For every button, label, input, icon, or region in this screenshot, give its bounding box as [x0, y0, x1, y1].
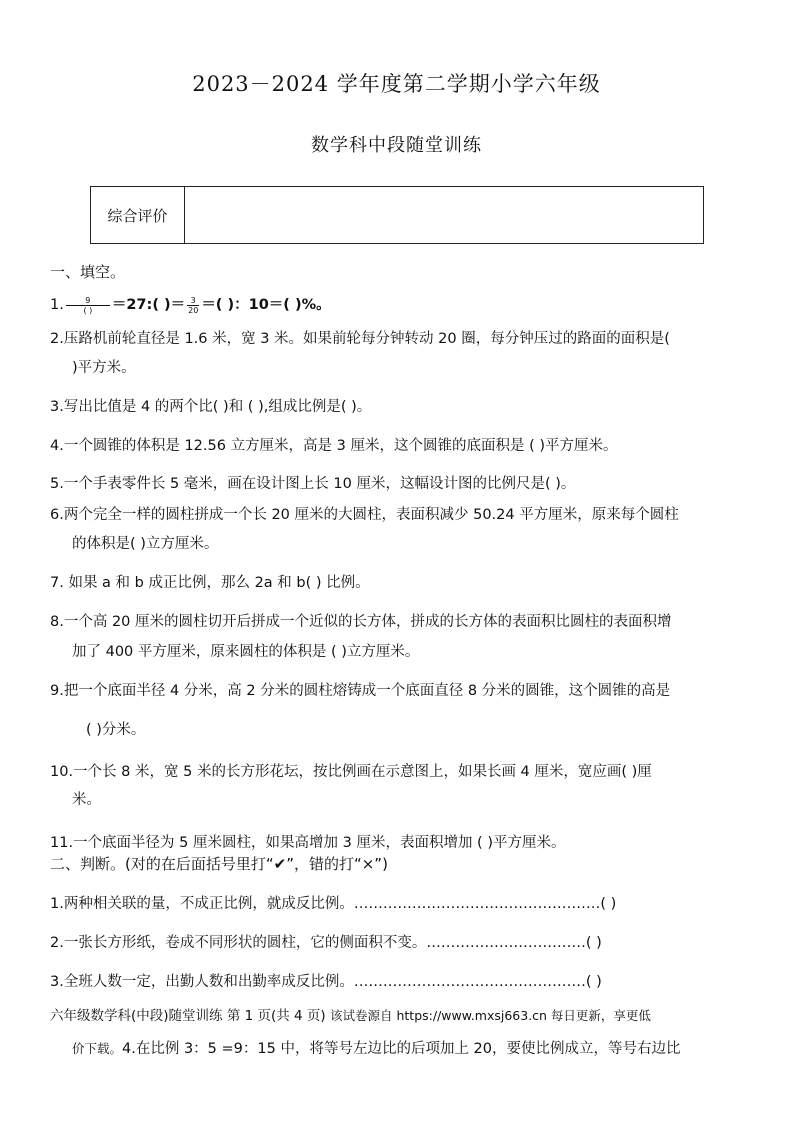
judgement-2: 2.一张长方形纸，卷成不同形状的圆柱，它的侧面积不变。……………………………( )	[50, 935, 602, 951]
question-10-line-1: 10.一个长 8 米，宽 5 米的长方形花坛，按比例画在示意图上，如果长画 4 厘米，宽应画( )厘	[50, 764, 652, 780]
question-10-line-2: 米。	[72, 792, 101, 808]
footer-source-link[interactable]: 该试卷源自 https://www.mxsj663.cn 每日更新，享更低	[330, 1008, 651, 1023]
judgement-3: 3.全班人数一定，出勤人数和出勤率成反比例。…………………………………………( )	[50, 974, 602, 990]
question-7: 7. 如果 a 和 b 成正比例，那么 2a 和 b( ) 比例。	[50, 575, 370, 591]
fraction-numerator: 9	[85, 295, 91, 305]
footer-promo-tail: 价下载。	[72, 1041, 123, 1056]
question-1	[50, 295, 750, 315]
page-subtitle: 数学科中段随堂训练	[311, 135, 482, 156]
question-8-line-1: 8.一个高 20 厘米的圆柱切开后拼成一个近似的长方体，拼成的长方体的表面积比圆柱的表面积增	[50, 614, 672, 630]
section-heading-judgement: 二、判断。(对的在后面括号里打“✔”，错的打“×”)	[50, 855, 388, 873]
fraction-3-over-20	[187, 296, 199, 315]
question-9-line-1: 9.把一个底面半径 4 分米，高 2 分米的圆柱熔铸成一个底面直径 8 分米的圆锥，这个圆锥的高是	[50, 683, 671, 699]
question-1-text-a: ＝27:( )＝	[111, 297, 186, 313]
question-1-number: 1.	[50, 297, 64, 313]
page-title: 2023－2024 学年度第二学期小学六年级	[192, 72, 601, 96]
question-6-line-2: 的体积是( )立方厘米。	[72, 536, 219, 552]
question-2-line-1: 2.压路机前轮直径是 1.6 米，宽 3 米。如果前轮每分钟转动 20 圈，每分钟压过的路面的面积是(	[50, 331, 670, 347]
page-footer	[50, 1006, 750, 1026]
fraction-9-over-blank	[66, 296, 110, 315]
question-3: 3.写出比值是 4 的两个比( )和 ( ),组成比例是( )。	[50, 399, 372, 415]
question-11: 11.一个底面半径为 5 厘米圆柱，如果高增加 3 厘米，表面积增加 ( )平方厘米。	[50, 835, 566, 851]
question-2-line-2: )平方米。	[72, 360, 136, 376]
question-9-line-2: ( )分米。	[86, 722, 146, 738]
question-8-line-2: 加了 400 平方厘米，原来圆柱的体积是 ( )立方厘米。	[72, 644, 420, 660]
page-footer-continued	[72, 1039, 772, 1059]
question-4-continued: 4.在比例 3：5 =9：15 中，将等号左边比的后项加上 20，要使比例成立，等号右边比	[122, 1041, 681, 1057]
fraction-numerator: 3	[190, 295, 196, 305]
question-1-text-b: ＝( )：10＝( )%。	[201, 297, 331, 313]
evaluation-field[interactable]	[186, 187, 703, 243]
evaluation-box	[90, 186, 704, 244]
judgement-1: 1.两种相关联的量，不成正比例，就成反比例。……………………………………………( )	[50, 896, 617, 912]
section-heading-fill-blank: 一、填空。	[50, 263, 126, 281]
evaluation-label: 综合评价	[91, 187, 185, 243]
question-4: 4.一个圆锥的体积是 12.56 立方厘米，高是 3 厘米，这个圆锥的底面积是 ( )平方厘米。	[50, 438, 618, 454]
question-6-line-1: 6.两个完全一样的圆柱拼成一个长 20 厘米的大圆柱，表面积减少 50.24 平方厘米，原来每个圆柱	[50, 507, 679, 523]
fraction-denominator: ( )	[83, 305, 93, 315]
fraction-denominator: 20	[188, 305, 199, 315]
question-5: 5.一个手表零件长 5 毫米，画在设计图上长 10 厘米，这幅设计图的比例尺是( )。	[50, 476, 576, 492]
footer-page-info: 六年级数学科(中段)随堂训练 第 1 页(共 4 页)	[50, 1008, 326, 1024]
